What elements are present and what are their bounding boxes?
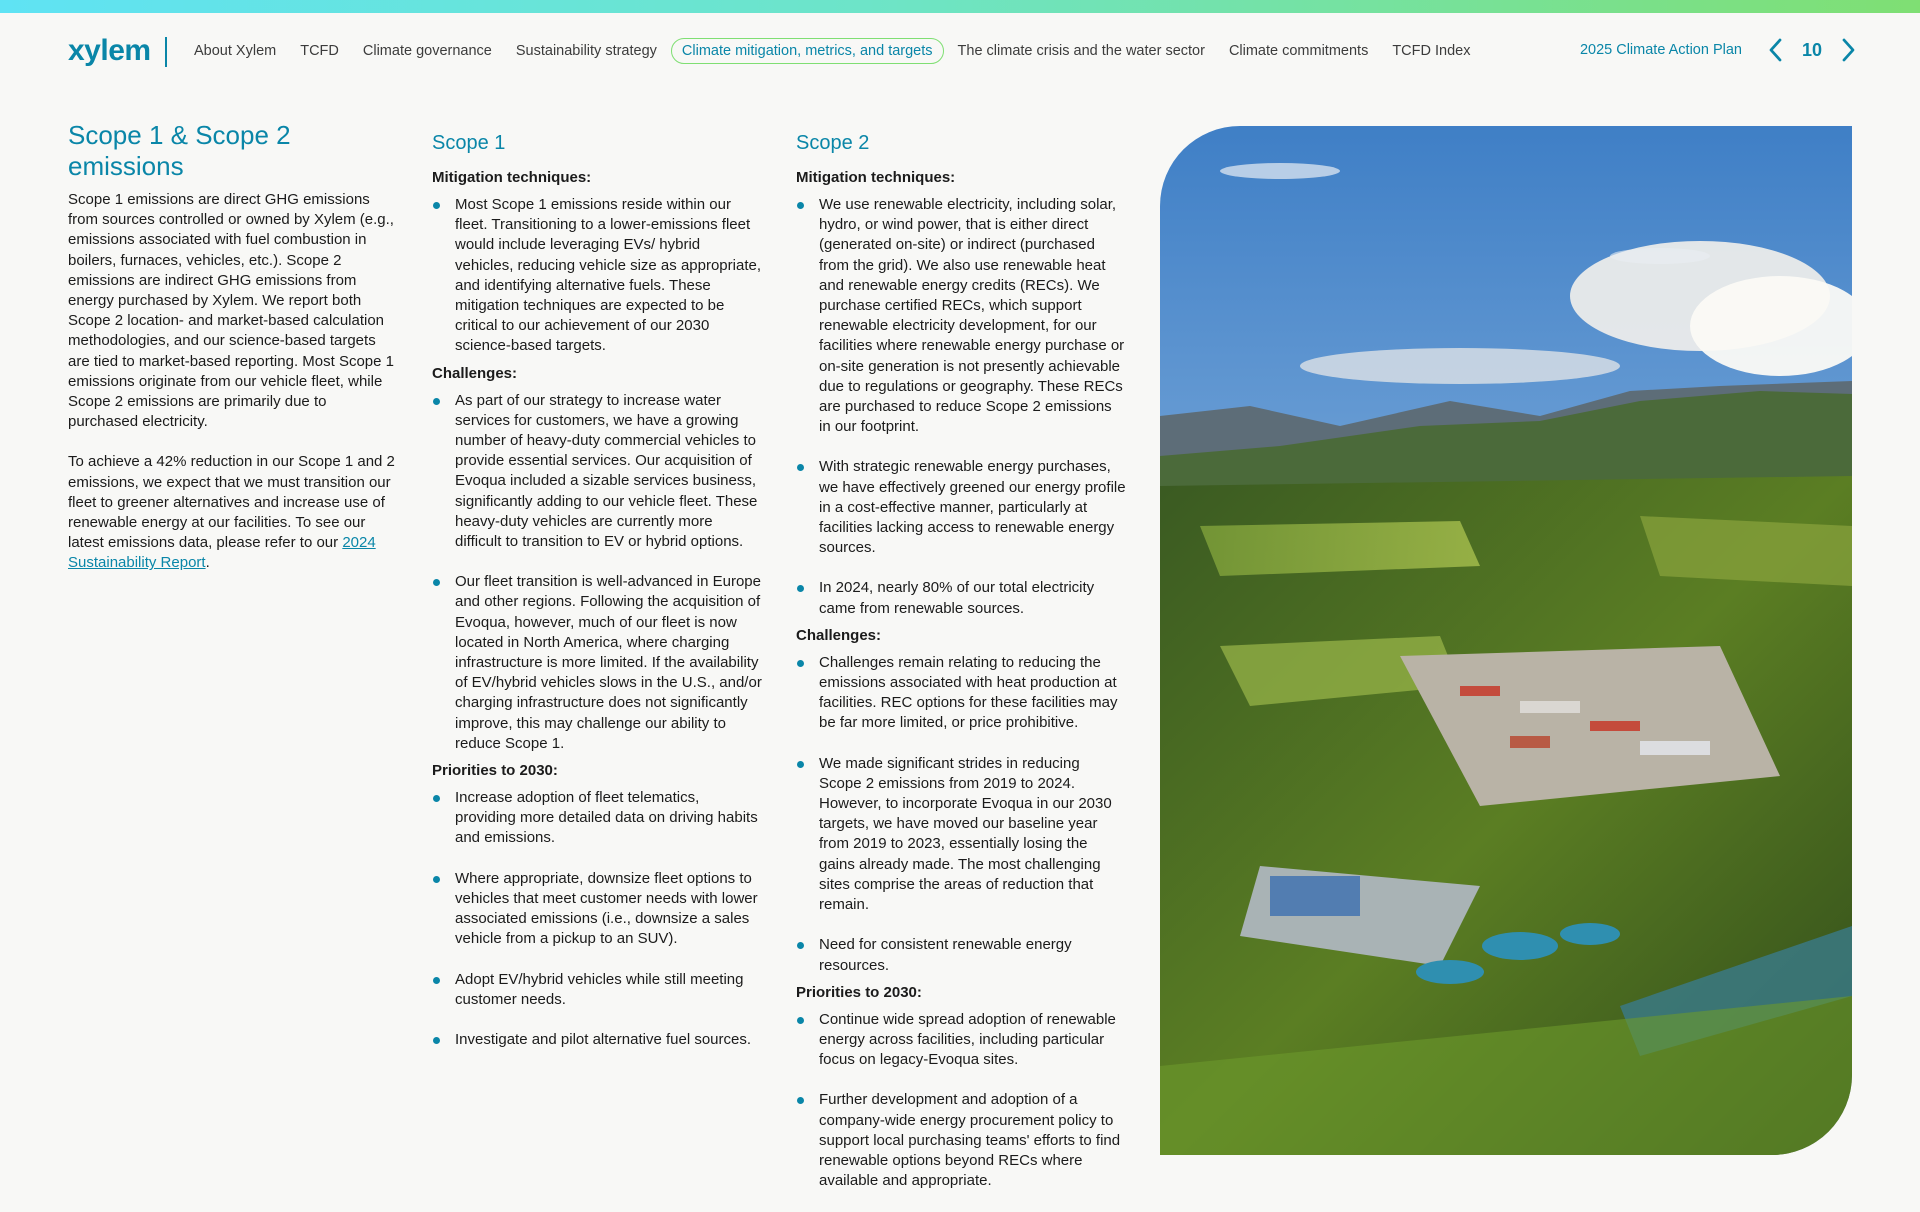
scope2-priorities-heading: Priorities to 2030: xyxy=(796,983,922,1001)
list-item: As part of our strategy to increase water services for customers, we have a growing number of heavy-duty commercial vehicles to provide essential services. Our acquisition of Evoqua included a sizable services business, significantly adding to our vehicle fleet. These heavy-duty vehicles are currently more difficult to transition to EV or hybrid options. xyxy=(432,391,762,553)
chevron-left-icon xyxy=(1768,38,1782,62)
list-item: Challenges remain relating to reducing the emissions associated with heat production at facilities. REC options for these facilities may be far more limited, or price prohibitive. xyxy=(796,653,1126,734)
scope1-challenges-heading: Challenges: xyxy=(432,364,518,382)
aerial-landscape-photo xyxy=(1160,126,1852,1155)
list-item: Investigate and pilot alternative fuel sources. xyxy=(432,1030,762,1050)
nav-tcfd[interactable]: TCFD xyxy=(300,43,339,59)
intro-column xyxy=(68,120,398,574)
scope1-priorities-heading: Priorities to 2030: xyxy=(432,762,558,780)
section-nav xyxy=(182,38,1483,64)
nav-climate-crisis-water[interactable]: The climate crisis and the water sector xyxy=(957,43,1205,59)
list-item: Where appropriate, downsize fleet options to vehicles that meet customer needs with lower associated emissions (i.e., downsize a sales vehicle from a pickup to an SUV). xyxy=(432,869,762,950)
list-item: Continue wide spread adoption of renewable energy across facilities, including particular focus on legacy-Evoqua sites. xyxy=(796,1010,1126,1071)
list-item: Most Scope 1 emissions reside within our fleet. Transitioning to a lower-emissions fleet would include leveraging EVs/ hybrid vehicles, reducing vehicle size as appropriate, and identifying alternative fuels. These mitigation techniques are expected to be critical to our achievement of our 2030 science-based targets. xyxy=(432,195,762,357)
nav-sustainability-strategy[interactable]: Sustainability strategy xyxy=(515,43,657,59)
page-controls xyxy=(1580,35,1860,65)
scope1-column xyxy=(432,120,762,1057)
scope2-title: Scope 2 xyxy=(796,132,870,154)
scope2-column xyxy=(796,120,1126,1198)
nav-about-xylem[interactable]: About Xylem xyxy=(194,43,277,59)
scope2-challenges-list xyxy=(796,653,1126,976)
nav-climate-mitigation-active[interactable]: Climate mitigation, metrics, and targets xyxy=(671,38,944,64)
intro-paragraph: Scope 1 emissions are direct GHG emissions from sources controlled or owned by Xylem (e.g., emissions associated with fuel combustion in boilers, furnaces, vehicles, etc.). Scope 2 emissions are indirect GHG emissions from energy purchased by Xylem. We report both Scope 2 location- and market-based calculation methodologies, and our science-based targets are tied to market-based reporting. Most Scope 1 emissions originate from our vehicle fleet, while Scope 2 emissions are primarily due to purchased electricity. xyxy=(68,191,395,431)
sustainability-report-link[interactable]: 2024 Sustainability Report xyxy=(68,534,376,572)
link-suffix: . xyxy=(205,554,210,572)
intro-paragraph-2 xyxy=(68,452,398,573)
list-item: We use renewable electricity, including solar, hydro, or wind power, that is either direct (generated on-site) or indirect (purchased from the grid). We also use renewable heat and renewable energy credits (RECs). We purchase certified RECs, which support renewable electricity development, for our facilities where renewable energy purchase or on-site generation is not presently achievable due to regulations or geography. These RECs are purchased to reduce Scope 2 emissions in our footprint. xyxy=(796,195,1126,437)
xylem-logo[interactable]: xylem xyxy=(68,34,151,67)
scope1-mitigation-list xyxy=(432,195,762,357)
scope1-title: Scope 1 xyxy=(432,132,506,154)
previous-page-button[interactable] xyxy=(1764,35,1786,65)
list-item: With strategic renewable energy purchases, we have effectively greened our energy profile in a cost-effective manner, particularly at facilities lacking access to renewable energy sources. xyxy=(796,457,1126,558)
scope1-priorities-list xyxy=(432,788,762,1050)
intro-paragraph-2-text: To achieve a 42% reduction in our Scope 1 and 2 emissions, we expect that we must transition our fleet to greener alternatives and increase use of renewable energy at our facilities. To see our latest emissions data, please refer to our xyxy=(68,453,395,552)
nav-tcfd-index[interactable]: TCFD Index xyxy=(1392,43,1471,59)
logo-divider xyxy=(165,37,167,67)
page-title: Scope 1 & Scope 2 emissions xyxy=(68,120,291,181)
list-item: Further development and adoption of a company-wide energy procurement policy to support local purchasing teams' efforts to find renewable options beyond RECs where available and appropriate. xyxy=(796,1090,1126,1191)
chevron-right-icon xyxy=(1842,38,1856,62)
list-item: In 2024, nearly 80% of our total electricity came from renewable sources. xyxy=(796,578,1126,618)
scope2-priorities-list xyxy=(796,1010,1126,1192)
next-page-button[interactable] xyxy=(1838,35,1860,65)
top-gradient-bar xyxy=(0,0,1920,13)
scope2-challenges-heading: Challenges: xyxy=(796,626,882,644)
scope1-mitigation-heading: Mitigation techniques: xyxy=(432,169,592,186)
landscape-illustration xyxy=(1160,126,1852,1155)
document-title[interactable]: 2025 Climate Action Plan xyxy=(1579,42,1742,58)
list-item: We made significant strides in reducing Scope 2 emissions from 2019 to 2024. However, to incorporate Evoqua in our 2030 targets, we have moved our baseline year from 2019 to 2023, essentially losing the gains already made. The most challenging sites comprise the areas of reduction that remain. xyxy=(796,754,1126,916)
top-navigation xyxy=(0,13,1920,89)
list-item: Need for consistent renewable energy resources. xyxy=(796,935,1126,975)
list-item: Increase adoption of fleet telematics, providing more detailed data on driving habits and emissions. xyxy=(432,788,762,849)
nav-climate-commitments[interactable]: Climate commitments xyxy=(1228,43,1369,59)
page-number: 10 xyxy=(1801,39,1822,60)
scope2-mitigation-list xyxy=(796,195,1126,619)
scope2-mitigation-heading: Mitigation techniques: xyxy=(796,169,956,186)
list-item: Our fleet transition is well-advanced in Europe and other regions. Following the acquisition of Evoqua, however, much of our fleet is now located in North America, where charging infrastructure is more limited. If the availability of EV/hybrid vehicles slows in the U.S., and/or charging infrastructure does not significantly improve, this may challenge our ability to reduce Scope 1. xyxy=(432,572,762,754)
scope1-challenges-list xyxy=(432,391,762,754)
list-item: Adopt EV/hybrid vehicles while still meeting customer needs. xyxy=(432,970,762,1010)
nav-climate-governance[interactable]: Climate governance xyxy=(362,43,492,59)
